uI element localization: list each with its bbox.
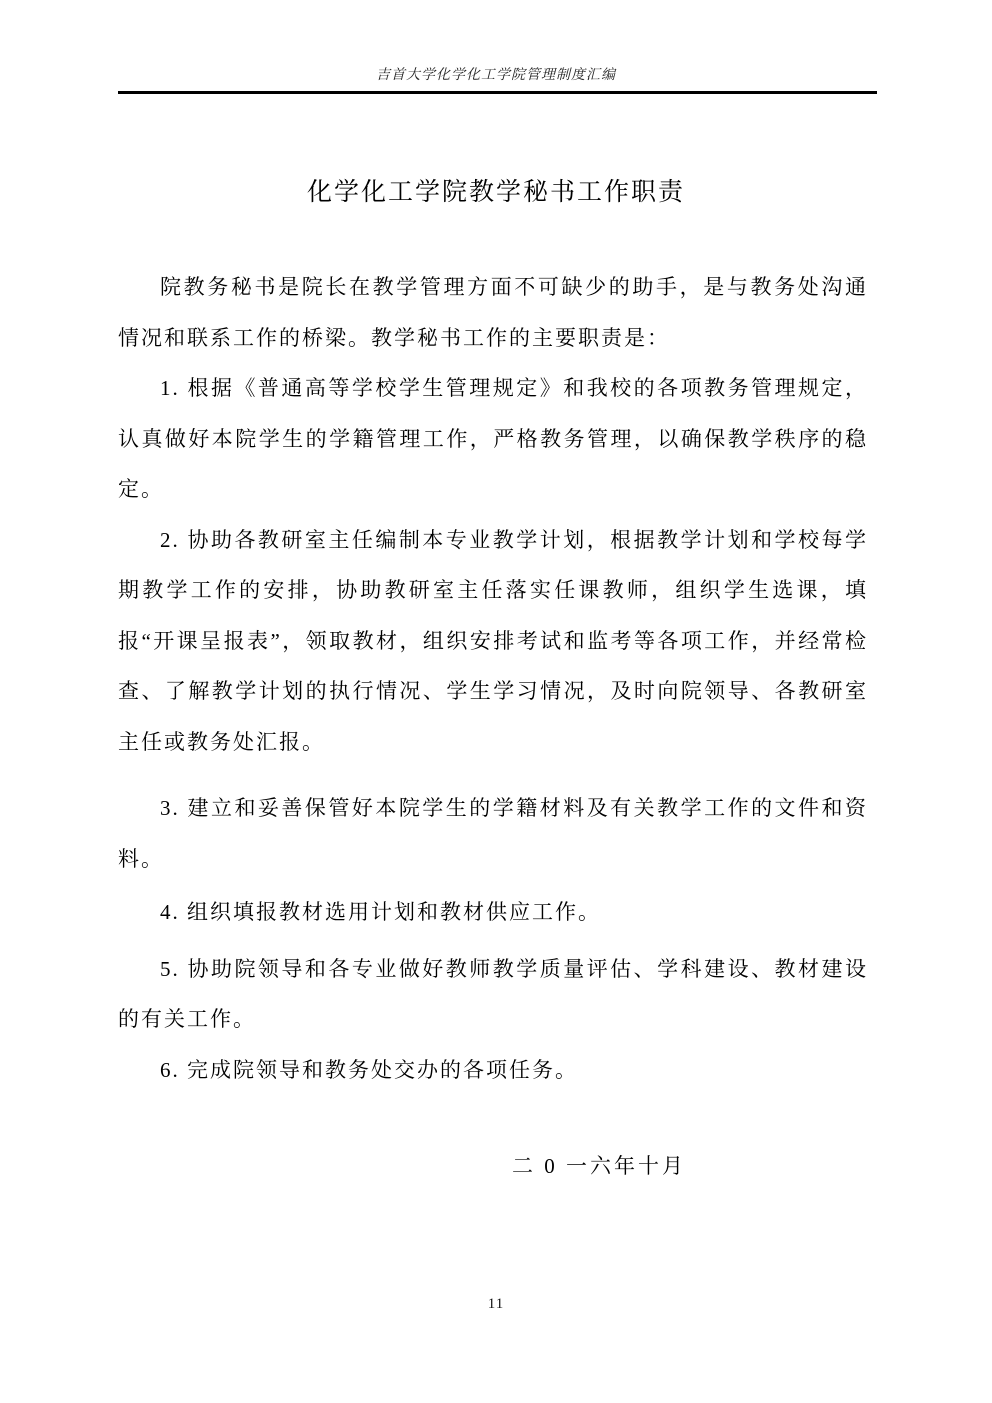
running-header: 吉首大学化学化工学院管理制度汇编 [376, 68, 616, 83]
date-line: 二 0 一六年十月 [512, 1154, 686, 1178]
duty-item-3: 3. 建立和妥善保管好本院学生的学籍材料及有关教学工作的文件和资料。 [118, 796, 868, 871]
header-rule [118, 91, 877, 94]
document-body [118, 262, 868, 1192]
duty-item-5: 5. 协助院领导和各专业做好教师教学质量评估、学科建设、教材建设的有关工作。 [118, 956, 868, 1031]
page-number: 11 [487, 1296, 505, 1312]
duty-item-6: 6. 完成院领导和教务处交办的各项任务。 [160, 1057, 578, 1082]
duty-item-4: 4. 组织填报教材选用计划和教材供应工作。 [160, 900, 601, 924]
duty-item-2: 2. 协助各教研室主任编制本专业教学计划，根据教学计划和学校每学期教学工作的安排，协助教研室主任落实任课教师，组织学生选课，填报“开课呈报表”，领取教材，组织安排考试和监考等各项工作，并经常检查、了解教学计划的执行情况、学生学习情况，及时向院领导、各教研室主任或教务处汇报。 [118, 527, 868, 754]
intro-paragraph: 院教务秘书是院长在教学管理方面不可缺少的助手，是与教务处沟通情况和联系工作的桥梁。教学秘书工作的主要职责是： [118, 275, 868, 350]
document-title: 化学化工学院教学秘书工作职责 [306, 179, 685, 206]
duty-item-1: 1. 根据《普通高等学校学生管理规定》和我校的各项教务管理规定，认真做好本院学生的学籍管理工作，严格教务管理，以确保教学秩序的稳定。 [118, 376, 868, 501]
